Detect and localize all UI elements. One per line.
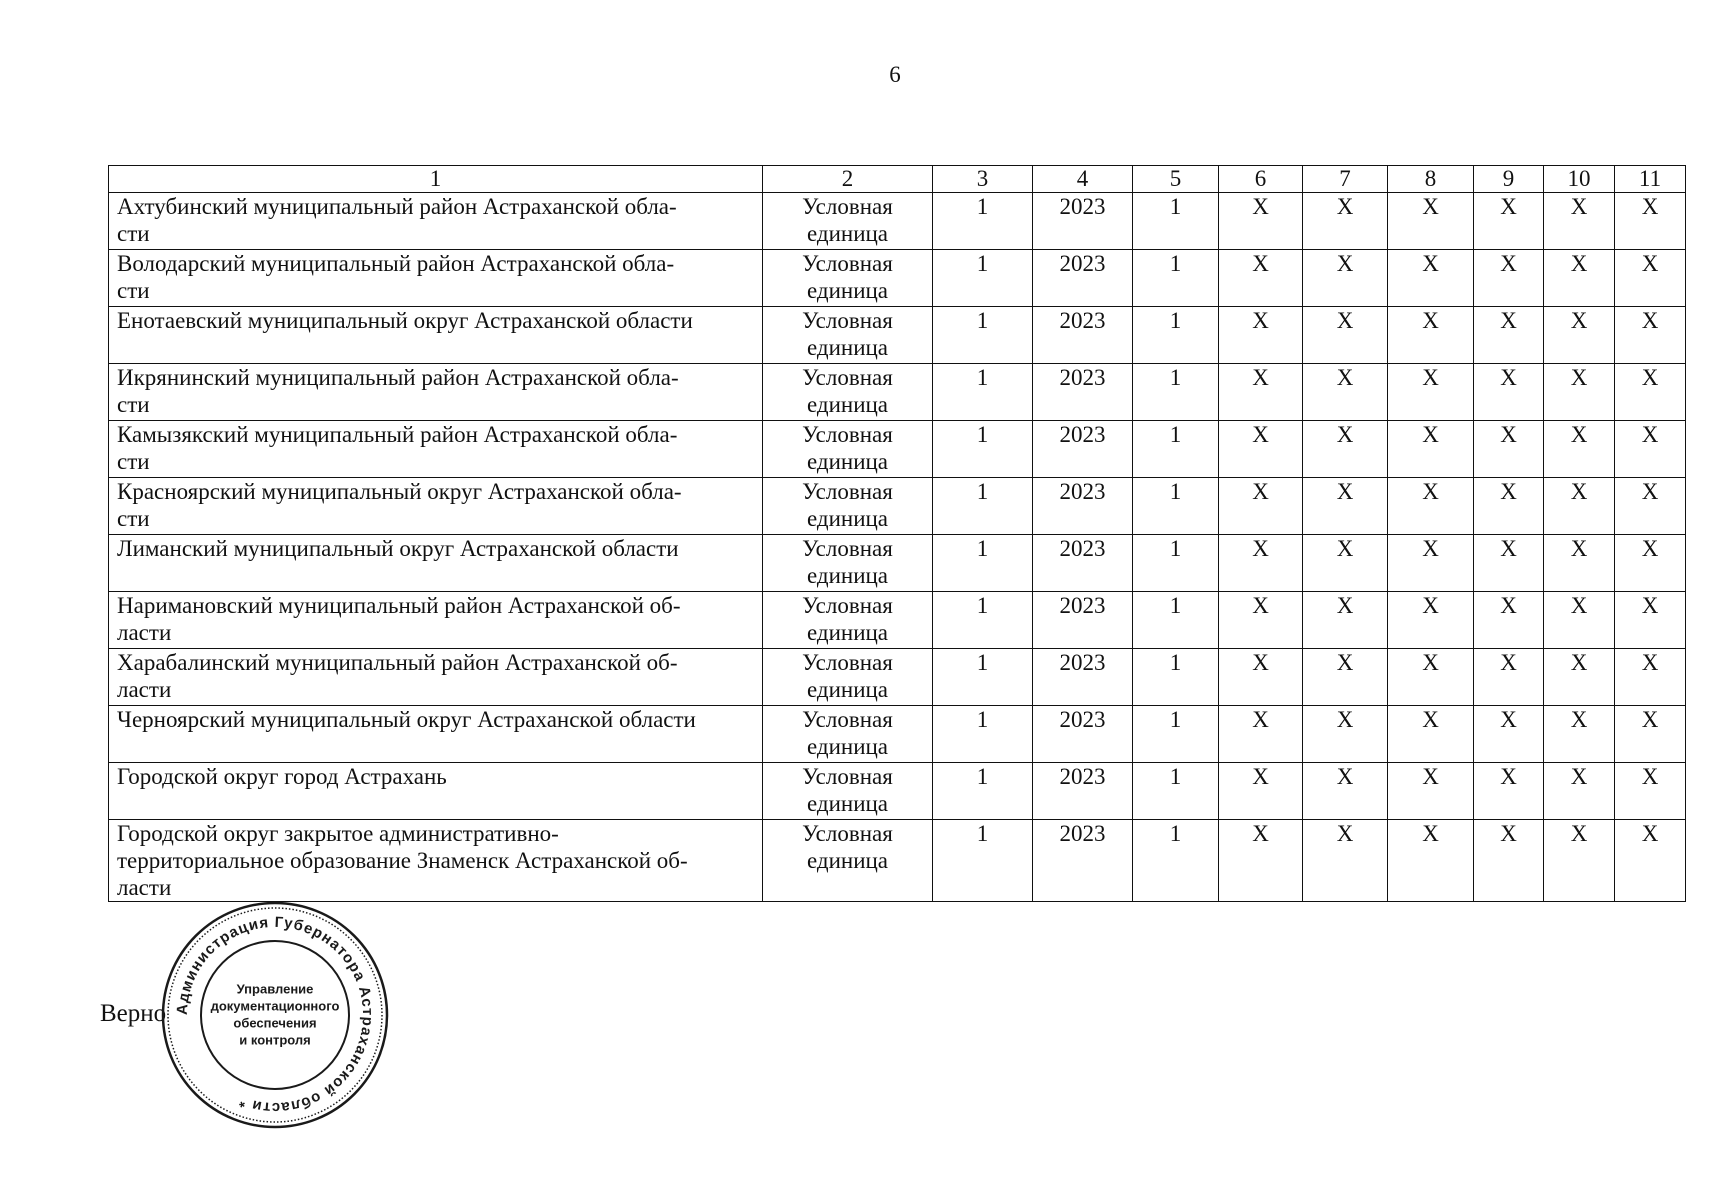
x-mark-cell: X xyxy=(1388,763,1474,820)
stamp-center-line: Управление xyxy=(236,981,314,997)
municipality-name: Городской округ город Астрахань xyxy=(109,763,763,820)
value-col5: 1 xyxy=(1133,535,1219,592)
unit-cell: Условная единица xyxy=(763,763,933,820)
value-col3: 1 xyxy=(933,364,1033,421)
value-col3: 1 xyxy=(933,193,1033,250)
x-mark-cell: X xyxy=(1615,820,1686,902)
x-mark-cell: X xyxy=(1474,763,1544,820)
year-cell: 2023 xyxy=(1033,364,1133,421)
year-cell: 2023 xyxy=(1033,820,1133,902)
verno-label: Верно xyxy=(100,1000,167,1027)
x-mark-cell: X xyxy=(1303,763,1388,820)
column-header-6: 6 xyxy=(1219,166,1303,193)
x-mark-cell: X xyxy=(1219,364,1303,421)
unit-cell: Условная единица xyxy=(763,421,933,478)
x-mark-cell: X xyxy=(1303,307,1388,364)
table-row xyxy=(109,820,1686,902)
municipality-name: Городской округ закрытое административно- территориальное образование Знаменск Астраханской об- ласти xyxy=(109,820,763,902)
x-mark-cell: X xyxy=(1615,592,1686,649)
table-row xyxy=(109,307,1686,364)
x-mark-cell: X xyxy=(1303,478,1388,535)
x-mark-cell: X xyxy=(1219,478,1303,535)
x-mark-cell: X xyxy=(1388,421,1474,478)
x-mark-cell: X xyxy=(1474,364,1544,421)
x-mark-cell: X xyxy=(1474,649,1544,706)
table-row xyxy=(109,478,1686,535)
x-mark-cell: X xyxy=(1388,706,1474,763)
table-row xyxy=(109,535,1686,592)
x-mark-cell: X xyxy=(1219,250,1303,307)
year-cell: 2023 xyxy=(1033,307,1133,364)
x-mark-cell: X xyxy=(1615,706,1686,763)
value-col3: 1 xyxy=(933,535,1033,592)
table-row xyxy=(109,193,1686,250)
data-table xyxy=(108,165,1686,902)
x-mark-cell: X xyxy=(1615,307,1686,364)
column-header-9: 9 xyxy=(1474,166,1544,193)
value-col5: 1 xyxy=(1133,820,1219,902)
value-col3: 1 xyxy=(933,250,1033,307)
value-col3: 1 xyxy=(933,592,1033,649)
value-col3: 1 xyxy=(933,706,1033,763)
x-mark-cell: X xyxy=(1615,649,1686,706)
x-mark-cell: X xyxy=(1219,820,1303,902)
municipality-name: Харабалинский муниципальный район Астраханской об- ласти xyxy=(109,649,763,706)
x-mark-cell: X xyxy=(1474,478,1544,535)
year-cell: 2023 xyxy=(1033,193,1133,250)
unit-cell: Условная единица xyxy=(763,706,933,763)
unit-cell: Условная единица xyxy=(763,592,933,649)
x-mark-cell: X xyxy=(1219,706,1303,763)
column-header-10: 10 xyxy=(1544,166,1615,193)
x-mark-cell: X xyxy=(1303,535,1388,592)
unit-cell: Условная единица xyxy=(763,193,933,250)
unit-cell: Условная единица xyxy=(763,364,933,421)
x-mark-cell: X xyxy=(1474,592,1544,649)
column-header-3: 3 xyxy=(933,166,1033,193)
x-mark-cell: X xyxy=(1388,535,1474,592)
stamp-center-line: обеспечения xyxy=(233,1015,317,1031)
x-mark-cell: X xyxy=(1388,592,1474,649)
year-cell: 2023 xyxy=(1033,763,1133,820)
stamp-ring-text: Администрация Губернатора Астраханской области * xyxy=(173,913,377,1117)
municipality-name: Наримановский муниципальный район Астраханской об- ласти xyxy=(109,592,763,649)
value-col3: 1 xyxy=(933,421,1033,478)
table-row xyxy=(109,706,1686,763)
table-row xyxy=(109,250,1686,307)
x-mark-cell: X xyxy=(1303,193,1388,250)
stamp-center-line: и контроля xyxy=(239,1032,311,1048)
x-mark-cell: X xyxy=(1303,421,1388,478)
value-col5: 1 xyxy=(1133,478,1219,535)
x-mark-cell: X xyxy=(1388,193,1474,250)
x-mark-cell: X xyxy=(1544,478,1615,535)
unit-cell: Условная единица xyxy=(763,478,933,535)
x-mark-cell: X xyxy=(1219,193,1303,250)
x-mark-cell: X xyxy=(1615,364,1686,421)
municipality-name: Красноярский муниципальный округ Астраханской обла- сти xyxy=(109,478,763,535)
x-mark-cell: X xyxy=(1474,706,1544,763)
x-mark-cell: X xyxy=(1388,250,1474,307)
year-cell: 2023 xyxy=(1033,592,1133,649)
x-mark-cell: X xyxy=(1474,535,1544,592)
stamp-center-line: документационного xyxy=(210,998,340,1014)
x-mark-cell: X xyxy=(1544,250,1615,307)
x-mark-cell: X xyxy=(1474,421,1544,478)
municipality-name: Икрянинский муниципальный район Астраханской обла- сти xyxy=(109,364,763,421)
column-header-1: 1 xyxy=(109,166,763,193)
table-body xyxy=(109,193,1686,902)
x-mark-cell: X xyxy=(1303,250,1388,307)
x-mark-cell: X xyxy=(1544,592,1615,649)
x-mark-cell: X xyxy=(1388,820,1474,902)
value-col5: 1 xyxy=(1133,250,1219,307)
value-col5: 1 xyxy=(1133,193,1219,250)
value-col5: 1 xyxy=(1133,649,1219,706)
x-mark-cell: X xyxy=(1303,592,1388,649)
column-header-5: 5 xyxy=(1133,166,1219,193)
value-col3: 1 xyxy=(933,478,1033,535)
x-mark-cell: X xyxy=(1615,535,1686,592)
table-row xyxy=(109,364,1686,421)
year-cell: 2023 xyxy=(1033,706,1133,763)
table-header-row xyxy=(109,166,1686,193)
x-mark-cell: X xyxy=(1615,478,1686,535)
x-mark-cell: X xyxy=(1544,535,1615,592)
x-mark-cell: X xyxy=(1544,763,1615,820)
value-col3: 1 xyxy=(933,820,1033,902)
table-row xyxy=(109,649,1686,706)
x-mark-cell: X xyxy=(1219,592,1303,649)
table-row xyxy=(109,763,1686,820)
value-col3: 1 xyxy=(933,649,1033,706)
value-col3: 1 xyxy=(933,763,1033,820)
x-mark-cell: X xyxy=(1544,307,1615,364)
x-mark-cell: X xyxy=(1544,364,1615,421)
column-header-8: 8 xyxy=(1388,166,1474,193)
municipality-name: Лиманский муниципальный округ Астраханской области xyxy=(109,535,763,592)
municipality-name: Камызякский муниципальный район Астраханской обла- сти xyxy=(109,421,763,478)
x-mark-cell: X xyxy=(1544,193,1615,250)
x-mark-cell: X xyxy=(1303,820,1388,902)
column-header-2: 2 xyxy=(763,166,933,193)
unit-cell: Условная единица xyxy=(763,535,933,592)
x-mark-cell: X xyxy=(1474,820,1544,902)
x-mark-cell: X xyxy=(1388,364,1474,421)
year-cell: 2023 xyxy=(1033,535,1133,592)
column-header-11: 11 xyxy=(1615,166,1686,193)
x-mark-cell: X xyxy=(1474,193,1544,250)
official-stamp xyxy=(160,900,390,1130)
x-mark-cell: X xyxy=(1219,535,1303,592)
unit-cell: Условная единица xyxy=(763,649,933,706)
x-mark-cell: X xyxy=(1474,250,1544,307)
unit-cell: Условная единица xyxy=(763,820,933,902)
x-mark-cell: X xyxy=(1615,421,1686,478)
x-mark-cell: X xyxy=(1474,307,1544,364)
value-col5: 1 xyxy=(1133,763,1219,820)
year-cell: 2023 xyxy=(1033,250,1133,307)
value-col5: 1 xyxy=(1133,592,1219,649)
x-mark-cell: X xyxy=(1219,763,1303,820)
x-mark-cell: X xyxy=(1303,706,1388,763)
x-mark-cell: X xyxy=(1544,421,1615,478)
x-mark-cell: X xyxy=(1388,649,1474,706)
value-col5: 1 xyxy=(1133,364,1219,421)
value-col5: 1 xyxy=(1133,421,1219,478)
x-mark-cell: X xyxy=(1219,421,1303,478)
column-header-7: 7 xyxy=(1303,166,1388,193)
municipality-name: Черноярский муниципальный округ Астраханской области xyxy=(109,706,763,763)
unit-cell: Условная единица xyxy=(763,307,933,364)
x-mark-cell: X xyxy=(1615,193,1686,250)
column-header-4: 4 xyxy=(1033,166,1133,193)
value-col3: 1 xyxy=(933,307,1033,364)
municipality-name: Енотаевский муниципальный округ Астраханской области xyxy=(109,307,763,364)
municipality-name: Володарский муниципальный район Астраханской обла- сти xyxy=(109,250,763,307)
municipality-name: Ахтубинский муниципальный район Астраханской обла- сти xyxy=(109,193,763,250)
x-mark-cell: X xyxy=(1544,649,1615,706)
x-mark-cell: X xyxy=(1615,763,1686,820)
unit-cell: Условная единица xyxy=(763,250,933,307)
x-mark-cell: X xyxy=(1303,364,1388,421)
x-mark-cell: X xyxy=(1219,649,1303,706)
x-mark-cell: X xyxy=(1388,478,1474,535)
value-col5: 1 xyxy=(1133,307,1219,364)
table-row xyxy=(109,421,1686,478)
x-mark-cell: X xyxy=(1615,250,1686,307)
x-mark-cell: X xyxy=(1544,706,1615,763)
value-col5: 1 xyxy=(1133,706,1219,763)
table-row xyxy=(109,592,1686,649)
x-mark-cell: X xyxy=(1544,820,1615,902)
year-cell: 2023 xyxy=(1033,478,1133,535)
page-number: 6 xyxy=(889,62,901,87)
x-mark-cell: X xyxy=(1303,649,1388,706)
year-cell: 2023 xyxy=(1033,421,1133,478)
year-cell: 2023 xyxy=(1033,649,1133,706)
x-mark-cell: X xyxy=(1388,307,1474,364)
x-mark-cell: X xyxy=(1219,307,1303,364)
